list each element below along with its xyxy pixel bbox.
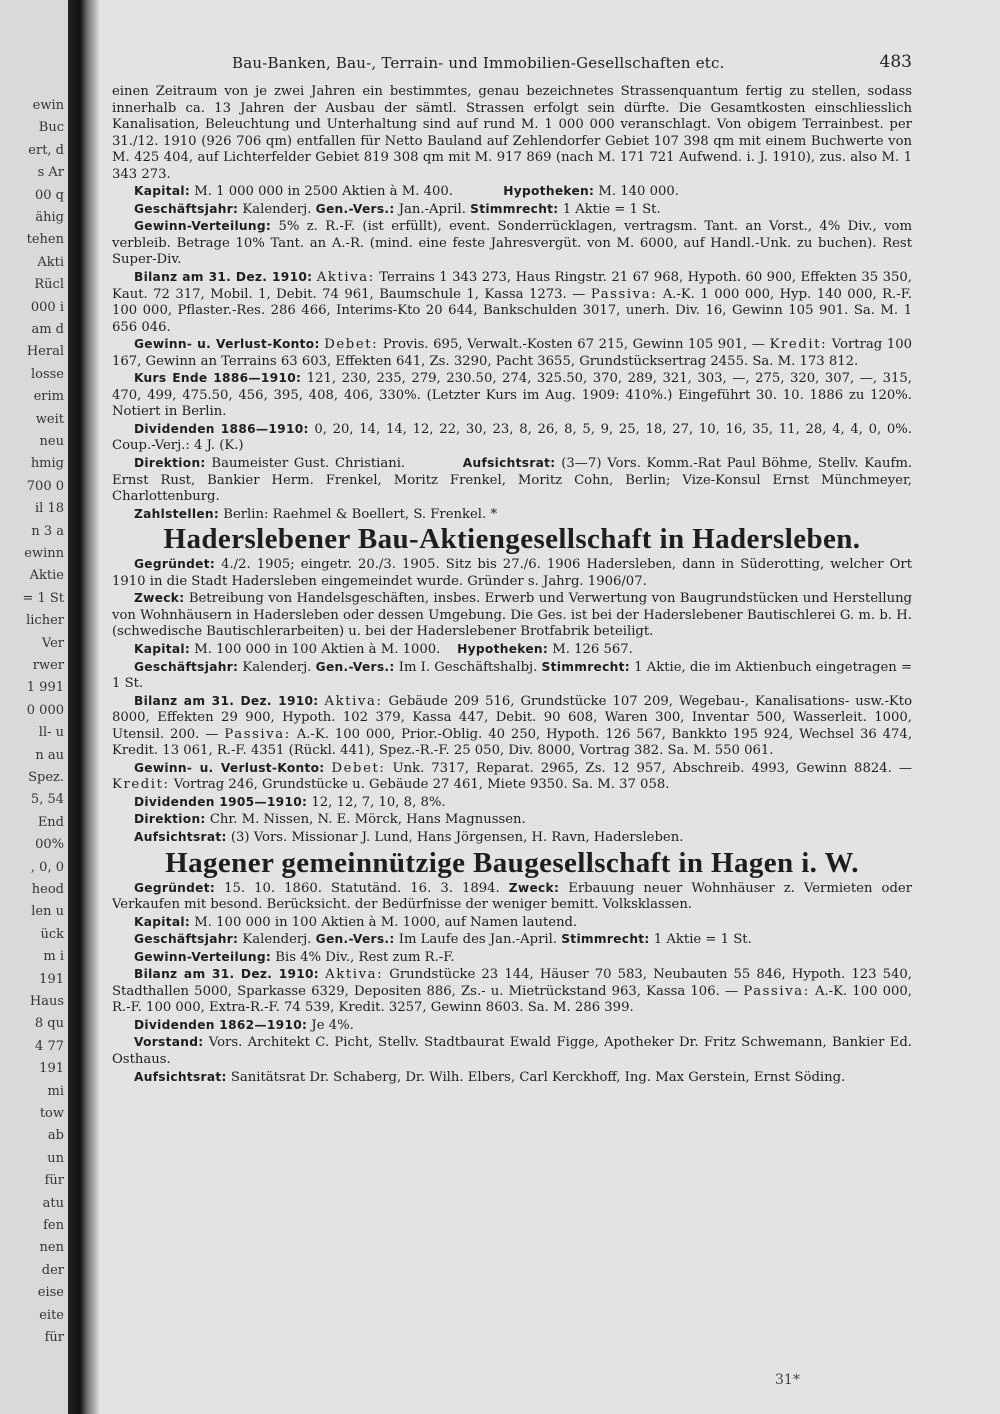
genvers-value: Im I. Geschäftshalbj. — [398, 659, 538, 675]
zweck-value: Betreibung von Handelsgeschäften, insbes. Erwerb und Verwertung von Baugrundstücken und Herstellung von Wohnhäusern in Hadersleben oder dessen Umgebung. Die Ges. ist bei der Haderslebener Bautischlerei G. m. b. H. (schwedische Bautischlerarbeiten) u. bei der Haderslebener Brotfabrik beteiligt. — [112, 591, 912, 640]
vorstand-label: Vorstand: — [134, 1035, 204, 1050]
debet-label: Debet: — [324, 337, 379, 353]
previous-page-fragment: Haus — [29, 994, 64, 1009]
aktiva-label: Aktiva: — [316, 270, 375, 286]
company-heading: Hagener gemeinnützige Baugesellschaft in Hagen i. W. — [165, 846, 859, 879]
previous-page-fragment: Buc — [38, 120, 64, 136]
previous-page-fragment: tow — [39, 1106, 64, 1121]
aufsichtsrat-value: (3—7) Vors. Komm.-Rat Paul Böhme, Stellv. Kaufm. Ernst Rust, Bankier Herm. Frenkel, Moritz Frenkel, Moritz Cohn, Berlin; Vize-Konsul Ernst Münchmeyer, Charlottenburg. — [112, 456, 913, 505]
previous-page-fragment: erim — [33, 389, 64, 405]
footnote-star: * — [490, 506, 498, 522]
previous-page-fragment: len u — [31, 904, 64, 920]
previous-page-fragment: un — [47, 1150, 64, 1166]
dividenden — [112, 421, 912, 455]
aufsichtsrat-label: Aufsichtsrat: — [134, 1069, 227, 1084]
company-heading: Haderslebener Bau-Aktiengesellschaft in Hadersleben. — [163, 523, 861, 556]
previous-page-fragment: mi — [47, 1083, 64, 1099]
previous-page-fragment: ewinn — [24, 546, 64, 561]
genvers-label: Gen.-Vers.: — [315, 659, 395, 674]
dividenden-value: 0, 20, 14, 14, 12, 22, 30, 23, 8, 26, 8, 5, 9, 25, 18, 27, 10, 16, 35, 11, 28, 4, 4, 0, 0%. Coup.-Verj.: 4 J. (K.) — [112, 421, 912, 454]
stimmrecht-value: 1 Aktie = 1 St. — [653, 932, 752, 948]
kredit-label: Kredit: — [769, 337, 828, 353]
previous-page-fragment: 00 q — [35, 187, 64, 203]
gegruendet-label: Gegründet: — [134, 557, 216, 572]
previous-page-fragment: für — [44, 1173, 64, 1189]
bilanz-label: Bilanz am 31. Dez. 1910: — [134, 967, 319, 982]
zahlstellen-value: Berlin: Raehmel & Boellert, S. Frenkel. — [223, 506, 487, 522]
previous-page-fragment: Ver — [41, 635, 64, 651]
aktiva-label: Aktiva: — [324, 693, 383, 709]
geschaeftsjahr-value: Kalenderj. — [242, 932, 312, 948]
direktion — [112, 811, 912, 829]
genvers-label: Gen.-Vers.: — [315, 932, 395, 947]
stimmrecht-label: Stimmrecht: — [541, 659, 630, 674]
hypotheken-label: Hypotheken: — [457, 641, 549, 656]
passiva-label: Passiva: — [590, 286, 658, 302]
previous-page-fragment: fen — [43, 1218, 64, 1233]
hypotheken-value: M. 140 000. — [598, 184, 680, 200]
stimmrecht-label: Stimmrecht: — [561, 932, 650, 947]
bilanz — [112, 693, 912, 760]
kapital-value: M. 1 000 000 in 2500 Aktien à M. 400. — [194, 184, 453, 200]
signature-mark: 31* — [775, 1372, 800, 1388]
previous-page-fragment: , 0, 0 — [30, 859, 64, 875]
vorstand — [112, 1034, 912, 1068]
previous-page-fragment: 0 000 — [26, 702, 64, 718]
genvers-value: Im Laufe des Jan.-April. — [398, 932, 558, 948]
previous-page-fragment: 191 — [39, 971, 64, 987]
previous-page-fragment: losse — [30, 366, 64, 382]
aufsichtsrat-value: (3) Vors. Missionar J. Lund, Hans Jörgensen, H. Ravn, Hadersleben. — [230, 829, 684, 845]
company-entry — [112, 556, 912, 846]
passiva-label: Passiva: — [743, 983, 810, 999]
guv-label: Gewinn- u. Verlust-Konto: — [134, 760, 325, 775]
kredit-value: Vortrag 246, Grundstücke u. Gebäude 27 461, Miete 9350. Sa. M. 37 058. — [173, 777, 670, 793]
previous-page-fragment: licher — [26, 613, 64, 629]
bilanz — [112, 269, 912, 336]
kapital-label: Kapital: — [134, 914, 191, 929]
gegruendet — [112, 556, 912, 590]
genvers-label: Gen.-Vers.: — [315, 201, 395, 216]
gewinn-verlust-konto — [112, 336, 912, 370]
stimmrecht-value: 1 Aktie = 1 St. — [562, 201, 661, 217]
previous-page-fragment: Heral — [26, 344, 64, 360]
gegruendet-value: 15. 10. 1860. Statutänd. 16. 3. 1894. — [224, 880, 500, 896]
book-gutter — [68, 0, 100, 1414]
page-content — [112, 48, 912, 1086]
gewinn-verteilung — [112, 949, 912, 967]
direktion-label: Direktion: — [134, 456, 206, 471]
zweck-label: Zweck: — [508, 880, 560, 895]
stimmrecht-value: 1 Aktie, die im Aktienbuch eingetragen = 1 St. — [112, 659, 913, 692]
previous-page-fragment: s Ar — [37, 165, 64, 181]
previous-page-fragment: ewin — [32, 98, 64, 113]
previous-page-fragment: ll- u — [38, 725, 64, 741]
kapital-line — [112, 183, 912, 201]
previous-page-fragment: 8 qu — [34, 1016, 64, 1032]
previous-page-fragment: für — [44, 1330, 64, 1345]
previous-page-fragment: neu — [39, 434, 64, 449]
previous-page-fragment: der — [41, 1262, 64, 1278]
company-entry — [112, 880, 912, 1087]
previous-page-fragment: atu — [42, 1195, 64, 1211]
previous-page-margin — [0, 0, 68, 1414]
aktiva-value: Gebäude 209 516, Grundstücke 107 209, Wegebau-, Kanalisations- usw.-Kto 8000, Effekten 29 900, Hypoth. 102 379, Kassa 447, Debit. 90 608, Waren 300, Inventar 500, Wasserleit. 1000, Utensil. 200. — — [112, 693, 913, 742]
aktiva-label: Aktiva: — [325, 967, 384, 983]
dividenden-value: Je 4%. — [311, 1017, 354, 1033]
aktiva-value: Grundstücke 23 144, Häuser 70 583, Neubauten 55 846, Hypoth. 123 540, Stadthallen 5000, Sparkasse 6329, Depositen 886, Zs.- u. Mietrückstand 963, Kassa 106. — — [112, 967, 912, 999]
previous-page-fragment: eise — [37, 1285, 64, 1301]
previous-page-fragment: hmig — [30, 456, 64, 472]
previous-page-fragment: End — [37, 814, 64, 830]
previous-page-fragment: Aktie — [29, 568, 64, 584]
gegruendet-label: Gegründet: — [134, 880, 216, 895]
zweck-label: Zweck: — [134, 591, 185, 606]
aufsichtsrat-value: Sanitätsrat Dr. Schaberg, Dr. Wilh. Elbers, Carl Kerckhoff, Ing. Max Gerstein, Ernst Söding. — [230, 1069, 846, 1085]
hypotheken-value: M. 126 567. — [552, 641, 633, 657]
previous-page-fragment: il 18 — [35, 501, 64, 517]
passiva-value: A.-K. 100 000, R.-F. 100 000, Extra-R.-F. 74 539, Kredit. 3257, Gewinn 8603. Sa. M. 286 399. — [112, 983, 913, 1016]
kredit-label: Kredit: — [112, 777, 170, 793]
kapital-value: M. 100 000 in 100 Aktien à M. 1000. — [194, 641, 441, 657]
previous-page-fragment: Akti — [37, 254, 64, 270]
aufsichtsrat-label: Aufsichtsrat: — [462, 456, 556, 471]
previous-page-fragment: 191 — [39, 1061, 64, 1077]
aktiva-value: Terrains 1 343 273, Haus Ringstr. 21 67 968, Hypoth. 60 900, Effekten 35 350, Kaut. 72 317, Mobil. 1, Debit. 74 961, Baumschule 1, Kassa 1273. — — [112, 270, 912, 302]
gewinn-verteilung-label: Gewinn-Verteilung: — [134, 219, 272, 234]
debet-value: Unk. 7317, Reparat. 2965, Zs. 12 957, Abschreib. 4993, Gewinn 8824. — — [392, 760, 913, 776]
previous-page-fragment: ück — [40, 926, 64, 942]
hypotheken-label: Hypotheken: — [503, 184, 595, 199]
geschaeftsjahr-value: Kalenderj. — [242, 201, 312, 217]
previous-page-fragment: heod — [31, 882, 64, 897]
stimmrecht-label: Stimmrecht: — [470, 201, 559, 216]
debet-value: Provis. 695, Verwalt.-Kosten 67 215, Gewinn 105 901, — — [382, 337, 765, 353]
previous-page-fragment: tehen — [26, 232, 64, 248]
previous-page-fragment: 5, 54 — [30, 792, 64, 808]
guv-label: Gewinn- u. Verlust-Konto: — [134, 337, 320, 352]
geschaeftsjahr-line — [112, 931, 912, 949]
kredit-value: Vortrag 100 167, Gewinn an Terrains 63 603, Effekten 641, Zs. 3290, Pacht 3655, Grundstücksertrag 2455. Sa. M. 173 812. — [112, 337, 912, 369]
previous-page-fragment: weit — [35, 411, 64, 427]
kapital-line — [112, 641, 912, 659]
previous-page-fragment: n 3 a — [31, 523, 64, 539]
geschaeftsjahr-label: Geschäftsjahr: — [134, 201, 239, 216]
gewinn-verteilung-label: Gewinn-Verteilung: — [134, 949, 272, 964]
dividenden-label: Dividenden 1886—1910: — [134, 421, 309, 436]
gewinn-verteilung — [112, 218, 912, 269]
kurs-label: Kurs Ende 1886—1910: — [134, 371, 302, 386]
entry-intro: einen Zeitraum von je zwei Jahren ein bestimmtes, genau bezeichnetes Strassenquantum fertig zu stellen, sodass innerhalb ca. 13 Jahren der Ausbau der sämtl. Strassen erfolgt sein dürfte. Die Gesamtkosten einschliesslich Kanalisation, Beleuchtung und Unterhaltung sind auf rund M. 1 000 000 veranschlagt. Von obigem Terrainbest. per 31./12. 1910 (926 706 qm) entfallen für Netto Bauland auf Zehlendorfer Gebiet 107 398 qm mit einem Buchwerte von M. 425 404, auf Lichterfelder Gebiet 819 308 qm mit M. 917 869 (nach M. 171 721 Aufwend. i. J. 1910), zus. also M. 1 343 273. — [112, 84, 912, 182]
kapital-line — [112, 914, 912, 932]
gewinn-verteilung-value: 5% z. R.-F. (ist erfüllt), event. Sonderrücklagen, vertragsm. Tant. an Vorst., 4% Div., vom verbleib. Betrage 10% Tant. an A.-R. (mind. eine feste Jahresvergüt. von M. 6000, auf Handl.-Unk. zu buchen). Rest Super-Div. — [112, 219, 912, 268]
geschaeftsjahr-line — [112, 659, 912, 693]
geschaeftsjahr-label: Geschäftsjahr: — [134, 932, 239, 947]
previous-page-fragment: eite — [39, 1307, 64, 1323]
zahlstellen-label: Zahlstellen: — [134, 506, 220, 521]
gegruendet-value: 4./2. 1905; eingetr. 20./3. 1905. Sitz bis 27./6. 1906 Hadersleben, dann in Süderotting, welcher Ort 1910 in die Stadt Hadersleben eingemeindet wurde. Gründer s. Jahrg. 1906/07. — [112, 557, 912, 589]
dividenden — [112, 1017, 912, 1035]
previous-page-fragment: m i — [43, 949, 64, 965]
previous-page-fragment: 00% — [35, 837, 64, 853]
direktion-aufsichtsrat — [112, 455, 912, 506]
direktion-value: Chr. M. Nissen, N. E. Mörck, Hans Magnussen. — [209, 812, 526, 828]
zweck — [112, 590, 912, 641]
gegruendet-zweck — [112, 880, 912, 914]
dividenden-label: Dividenden 1862—1910: — [134, 1017, 308, 1032]
aufsichtsrat-label: Aufsichtsrat: — [134, 829, 227, 844]
gewinn-verteilung-value: Bis 4% Div., Rest zum R.-F. — [275, 949, 455, 965]
geschaeftsjahr-line — [112, 201, 912, 219]
previous-page-fragment: 4 77 — [35, 1038, 64, 1054]
entry-continued — [112, 84, 912, 523]
passiva-label: Passiva: — [224, 726, 291, 742]
previous-page-fragment: ähig — [35, 210, 64, 225]
bilanz-label: Bilanz am 31. Dez. 1910: — [134, 270, 313, 285]
genvers-value: Jan.-April. — [398, 201, 466, 217]
previous-page-fragment: Spez. — [28, 770, 64, 785]
running-head-title: Bau-Banken, Bau-, Terrain- und Immobilien-Gesellschaften etc. — [232, 54, 725, 72]
kurs — [112, 370, 912, 421]
debet-label: Debet: — [331, 760, 386, 776]
bilanz — [112, 966, 912, 1017]
previous-page-fragment: am d — [31, 322, 64, 337]
dividenden-value: 12, 12, 7, 10, 8, 8%. — [311, 794, 446, 810]
previous-page-fragment: 000 i — [30, 299, 64, 315]
passiva-value: A.-K. 100 000, Prior.-Oblig. 40 250, Hypoth. 126 567, Bankkto 195 924, Wechsel 36 474, Kredit. 13 061, R.-F. 4351 (Rückl. 441), Spez.-R.-F. 25 050, Div. 8000, Vortrag 382. Sa. M. 550 061. — [112, 726, 913, 759]
passiva-value: A.-K. 1 000 000, Hyp. 140 000, R.-F. 100 000, Pflaster.-Res. 286 466, Interims-Kto 20 644, Bankschulden 3017, unerh. Div. 16, Gewinn 105 901. Sa. M. 1 656 046. — [112, 286, 912, 335]
kapital-label: Kapital: — [134, 641, 191, 656]
previous-page-fragment: Rücl — [34, 277, 64, 293]
aufsichtsrat — [112, 1069, 912, 1087]
running-head — [112, 48, 912, 84]
previous-page-fragment: n au — [35, 747, 64, 763]
previous-page-fragment: rwer — [32, 658, 64, 673]
geschaeftsjahr-label: Geschäftsjahr: — [134, 659, 239, 674]
previous-page-fragment: nen — [39, 1240, 64, 1256]
kurs-value: 121, 230, 235, 279, 230.50, 274, 325.50, 370, 289, 321, 303, —, 275, 320, 307, —, 315, 470, 499, 475.50, 456, 395, 408, 406, 330%. (Letzter Kurs im Aug. 1909: 410%.) Eingeführt 30. 10. 1886 zu 120%. Notiert in Berlin. — [112, 371, 912, 420]
previous-page-fragment: ab — [47, 1128, 64, 1144]
bilanz-label: Bilanz am 31. Dez. 1910: — [134, 693, 319, 708]
kapital-value: M. 100 000 in 100 Aktien à M. 1000, auf Namen lautend. — [194, 914, 578, 930]
direktion-label: Direktion: — [134, 812, 206, 827]
kapital-label: Kapital: — [134, 184, 191, 199]
dividenden — [112, 794, 912, 812]
zahlstellen — [112, 506, 912, 524]
zweck-value: Erbauung neuer Wohnhäuser z. Vermieten oder Verkaufen mit besond. Berücksicht. der Bedürfnisse der weniger bemitt. Volksklassen. — [112, 880, 912, 913]
dividenden-label: Dividenden 1905—1910: — [134, 794, 308, 809]
previous-page-fragment: ert, d — [28, 142, 64, 158]
previous-page-fragment: = 1 St — [22, 590, 64, 606]
geschaeftsjahr-value: Kalenderj. — [242, 659, 312, 675]
direktion-value: Baumeister Gust. Christiani. — [211, 456, 406, 472]
aufsichtsrat — [112, 829, 912, 847]
previous-page-fragment: 700 0 — [26, 478, 64, 494]
gewinn-verlust-konto — [112, 760, 912, 794]
vorstand-value: Vors. Architekt C. Picht, Stellv. Stadtbaurat Ewald Figge, Apotheker Dr. Fritz Schwemann, Bankier Ed. Osthaus. — [112, 1035, 912, 1067]
page-number: 483 — [879, 52, 912, 72]
previous-page-fragment: 1 991 — [26, 680, 64, 696]
